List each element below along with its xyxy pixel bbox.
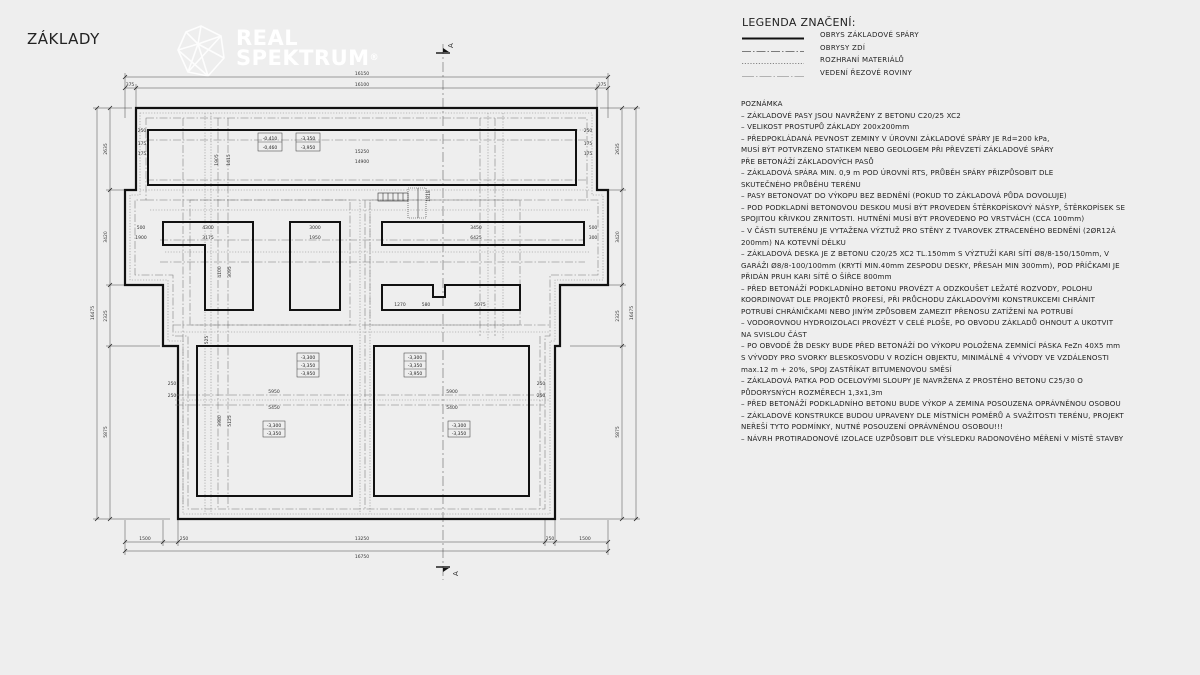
notes [741,98,1161,444]
dim-vert-b: 3095 [228,266,233,278]
svg-text:-3,300: -3,300 [266,424,282,429]
dim-top-right: 375 [597,83,607,88]
dim-room-right-w2: 5400 [446,406,458,411]
dim-top-beam-2: 14900 [354,160,370,165]
note-line: PŮDORYSNÝCH ROZMĚRECH 1,3x1,3m [741,387,883,397]
dim-small-beam-2: 580 [421,303,431,308]
legend-swatch-dash-dot [742,50,804,53]
dim-bottom-left2: 250 [179,537,189,542]
note-line: – PO OBVODĚ ŽB DESKY BUDE PŘED BETONÁŽÍ DO VÝKOPU POLOŽENA ZEMNÍCÍ PÁSKA FeZn 40X5 mm [741,341,1121,351]
svg-text:-3,350: -3,350 [451,432,467,437]
dim-top-inner: 16100 [354,83,370,88]
dim-top-left: 375 [125,83,135,88]
dim-left-total: 16475 [91,305,96,321]
svg-text:-3,950: -3,950 [300,372,316,377]
note-line: – ZÁKLADOVÉ PASY JSOU NAVRŽENY Z BETONU C20/25 XC2 [741,110,961,120]
drawing-title: ZÁKLADY [27,30,100,48]
dim-right-top: 2635 [616,143,621,155]
stair-detail [378,188,426,218]
legend-item-materials: ROZHRANÍ MATERIÁLŮ [742,56,972,69]
logo-line-2: SPEKTRUM® [236,46,380,70]
note-line: – ZÁKLADOVÁ SPÁRA MIN. 0,9 m POD ÚROVNÍ RTS, PRŮBĚH SPÁRY PŘIZPŮSOBIT DLE [741,168,1054,178]
dim-side-250-c: 250 [167,382,177,387]
svg-text:-0,460: -0,460 [262,146,278,151]
svg-text:-3,350: -3,350 [300,137,316,142]
dim-bottom-left: 1500 [139,537,151,542]
top-beam-opening [148,130,576,185]
level-tag-room-left [297,353,319,377]
dim-room-left-w1: 5950 [268,390,280,395]
dim-room-left-w2: 5450 [268,406,280,411]
note-line: PŘIDÁN PRUH KARI SÍTĚ O ŠÍŘCE 800mm [741,272,892,282]
dim-left-top: 2635 [104,143,109,155]
note-line: NEŘEŠÍ TYTO PODMÍNKY, NUTNÉ POSOUZENÍ OPRÁVNĚNOU OSOBOU!!! [741,422,1004,432]
svg-text:-3,350: -3,350 [266,432,282,437]
dim-left-bottom: 5875 [104,426,109,438]
right-beam-opening [382,222,584,245]
dim-small-beam-1: 1270 [394,303,406,308]
dim-right-bottom: 5875 [616,426,621,438]
dim-side-250-f: 250 [536,394,546,399]
dim-right-beam-1: 3450 [470,226,482,231]
dim-side-175-a: 175 [137,142,147,147]
legend [742,16,972,81]
dim-left-mid2: 2325 [104,310,109,322]
dim-bottom-right: 250 [545,537,555,542]
note-line: POTRUBÍ CHRÁNIČKAMI NEBO JINÝM ZPŮSOBEM ZAMEZIT PŘENOSU ZATÍŽENÍ NA POTRUBÍ [741,306,1074,316]
dim-side-300: 300 [588,236,598,241]
notes-lines [741,110,1161,445]
note-line: – PŘEDPOKLÁDANÁ PEVNOST ZEMINY V ÚROVNI ZÁKLADOVÉ SPÁRY JE Rd=200 kPa, [741,133,1050,143]
note-line: – PŘED BETONÁŽÍ PODKLADNÍHO BETONU PROVÉZT A ODZKOUŠET LEŽATÉ ROZVODY, POLOHU [741,283,1093,293]
dim-side-175-c: 175 [583,142,593,147]
section-label-top: A [447,43,455,48]
note-line: – VELIKOST PROSTUPŮ ZÁKLADY 200x200mm [741,122,910,132]
svg-text:-3,950: -3,950 [300,146,316,151]
dim-side-175-d: 175 [583,152,593,157]
note-line: – V ČÁSTI SUTERÉNU JE VYTAŽENA VÝZTUŽ PRO STĚNY Z TVAROVEK ZTRACENÉHO BEDNĚNÍ (2ØR12Á [741,226,1116,236]
svg-text:-0,410: -0,410 [262,137,278,142]
dim-left-mid: 3420 [104,231,109,243]
dim-right-total: 16475 [630,305,635,321]
note-line: – NÁVRH PROTIRADONOVÉ IZOLACE UZPŮSOBIT DLE VÝSLEDKU RADONOVÉHO MĚŘENÍ V MÍSTĚ STAVBY [741,433,1124,443]
section-label-bottom: A [452,571,460,576]
dim-side-250-e: 250 [536,382,546,387]
note-line: KOORDINOVAT DLE PROJEKTŮ PROFESÍ, PŘI PRŮCHODU ZÁKLADOVÝMI KONSTRUKCEMI CHRÁNIT [741,295,1096,305]
dim-right-mid2: 2325 [616,310,621,322]
dim-side-1900: 1900 [135,236,147,241]
material-boundaries [130,113,603,514]
note-line: – VODOROVNOU HYDROIZOLACI PROVÉZT V CELÉ PLOŠE, PO OBVODU ZÁKLADŮ OHNOUT A UKOTVIT [741,318,1114,328]
legend-swatch-dotted [742,62,804,65]
svg-text:-3,300: -3,300 [407,356,423,361]
legend-swatch-solid [742,37,804,40]
foundation-openings [148,130,584,496]
note-line: GARÁŽI Ø8/8-100/100mm (KRYTÍ MIN.40mm ZESPODU DESKY, PŘESAH MIN 300mm), POD PŘÍČKAMI JE [741,260,1120,270]
note-line: – ZÁKLADOVÉ KONSTRUKCE BUDOU UPRAVENY DLE MÍSTNÍCH POMĚRŮ A SVAŽITOSTI TERÉNU, PROJEKT [741,410,1124,420]
dim-side-250-d: 250 [167,394,177,399]
note-line: max.12 m + 20%, SPOJ ZASTŘÍKAT BITUMENOVOU SMĚSÍ [741,364,952,374]
dim-room-left-h2: 5125 [228,415,233,427]
note-line: – ZÁKLADOVÁ PATKA POD OCELOVÝMI SLOUPY JE NAVRŽENA Z PROSTÉHO BETONU C25/30 O [741,376,1084,386]
svg-text:-3,300: -3,300 [300,356,316,361]
note-line: – PŘED BETONÁŽÍ PODKLADNÍHO BETONU BUDE VÝKOP A ZEMINA POSOUZENA OPRÁVNĚNOU OSOBOU [741,399,1121,409]
notes-heading: POZNÁMKA [741,99,783,108]
dim-right-mid: 3420 [616,231,621,243]
legend-item-section: VEDENÍ ŘEZOVÉ ROVINY [742,69,972,82]
legend-title: LEGENDA ZNAČENÍ: [742,16,856,29]
dim-side-500-b: 500 [588,226,598,231]
top-dimensions [123,73,610,118]
dim-side-175-b: 175 [137,152,147,157]
dim-bottom-inner: 13250 [354,537,370,542]
dim-left-beam-2: 3175 [202,236,214,241]
svg-text:-3,350: -3,350 [407,364,423,369]
svg-text:-3,950: -3,950 [407,372,423,377]
dim-mid-beam-1: 3000 [309,226,321,231]
level-tag-room-right-center [448,421,470,437]
svg-text:-3,300: -3,300 [451,424,467,429]
dim-left-beam-1: 4300 [202,226,214,231]
dim-side-500-a: 500 [136,226,146,231]
dim-vert-a: 4100 [218,266,223,278]
dim-bottom-total: 16750 [354,555,370,560]
dim-small-beam-3: 5075 [474,303,486,308]
dim-room-left-h: 3980 [218,415,223,427]
dim-side-525: 525 [205,335,210,345]
dim-top-total: 16150 [354,72,370,77]
level-tag-top [258,133,320,151]
dim-v-1818: 1818 [427,190,432,202]
logo-line-1: REAL [236,26,299,50]
dim-right-beam-2: 6425 [470,236,482,241]
legend-item-foundation-outline: OBRYS ZÁKLADOVÉ SPÁRY [742,31,972,44]
level-tag-room-left-center [263,421,285,437]
note-line: SKUTEČNÉHO PRŮBĚHU TERÉNU [741,179,861,189]
right-dimensions [560,106,640,521]
dim-room-right-w1: 5900 [446,390,458,395]
dim-top-beam-1: 15250 [354,150,370,155]
note-line: – PASY BETONOVAT DO VÝKOPU BEZ BEDNĚNÍ (POKUD TO ZÁKLADOVÁ PŮDA DOVOLUJE) [741,191,1067,201]
dim-side-250-b: 250 [583,129,593,134]
note-line: 200mm) NA KOTEVNÍ DÉLKU [741,237,846,247]
svg-text:-3,350: -3,350 [300,364,316,369]
note-line: – ZÁKLADOVÁ DESKA JE Z BETONU C20/25 XC2 TL.150mm S VÝZTUŽÍ KARI SÍTÍ Ø8/8-150/150mm, V [741,249,1110,259]
level-tag-room-right [404,353,426,377]
note-line: SPOJITOU KŘIVKOU ZRNITOSTI. HUTNĚNÍ MUSÍ BÝT PROVEDENO PO VRSTVÁCH (CCA 100mm) [741,214,1085,224]
note-line: NA SVISLOU ČÁST [741,329,807,339]
dim-side-250-a: 250 [137,129,147,134]
dim-mid-beam-2: 1950 [309,236,321,241]
legend-item-walls: OBRYSY ZDÍ [742,44,972,57]
dim-vert-c: 1905 [215,154,220,166]
section-line-a [436,43,460,580]
dim-vert-d: 1415 [227,154,232,166]
note-line: S VÝVODY PRO SVORKY BLESKOSVODU V ROZÍCH OBJEKTU, MINIMÁLNĚ 4 VÝVODY VE VZDÁLENOSTI [741,353,1110,363]
note-line: MUSÍ BÝT POTVRZENO STATIKEM NEBO GEOLOGEM PŘI PŘEVZETÍ ZÁKLADOVÉ SPÁRY [741,145,1054,155]
note-line: PŘE BETONÁŽÍ ZÁKLADOVÝCH PASŮ [741,156,874,166]
dim-bottom-right2: 1500 [579,537,591,542]
note-line: – POD PODKLADNÍ BETONOVOU DESKOU MUSÍ BÝT PROVEDEN ŠTĚRKOPÍSKOVÝ NÁSYP, ŠTĚRKOPÍSEK SE [741,202,1126,212]
legend-swatch-section [742,75,804,78]
